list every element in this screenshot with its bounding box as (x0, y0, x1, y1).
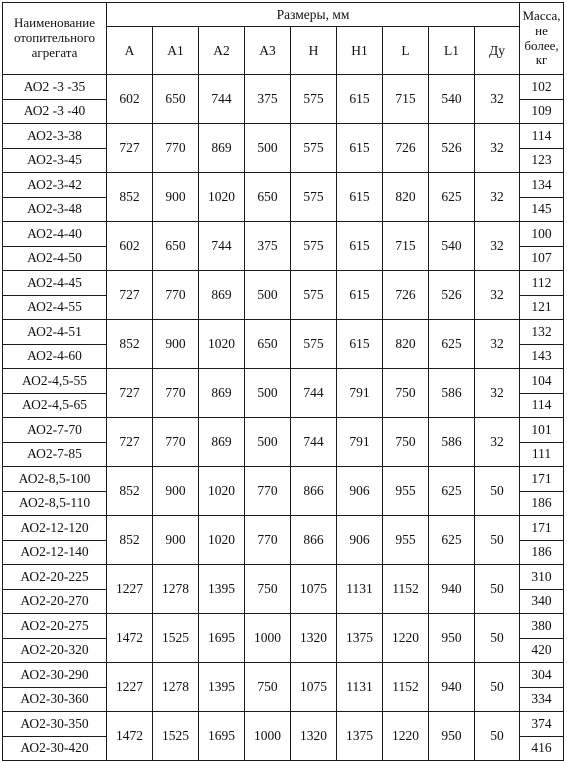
dimension-cell: 615 (337, 320, 383, 369)
dimension-cell: 1075 (291, 663, 337, 712)
mass-cell: 334 (520, 687, 564, 712)
mass-cell: 171 (520, 516, 564, 541)
dimension-cell: 820 (383, 320, 429, 369)
dimension-cell: 770 (245, 516, 291, 565)
mass-cell: 111 (520, 442, 564, 467)
dimension-cell: 770 (153, 271, 199, 320)
dimension-cell: 1278 (153, 565, 199, 614)
table-row (3, 467, 564, 492)
dimension-cell: 650 (245, 320, 291, 369)
dimension-cell: 375 (245, 75, 291, 124)
dimension-cell: 540 (429, 222, 475, 271)
table-body (3, 75, 564, 761)
model-name-cell: АО2-4-60 (3, 344, 107, 369)
dimension-cell: 791 (337, 369, 383, 418)
dimension-cell: 1020 (199, 173, 245, 222)
dimension-cell: 375 (245, 222, 291, 271)
heater-dimensions-table (2, 2, 564, 761)
model-name-cell: АО2-20-275 (3, 614, 107, 639)
mass-cell: 186 (520, 540, 564, 565)
dimension-cell: 615 (337, 271, 383, 320)
mass-cell: 374 (520, 712, 564, 737)
dim-column-header: Ду (475, 27, 520, 75)
dimension-cell: 50 (475, 614, 520, 663)
dimension-cell: 770 (153, 369, 199, 418)
model-name-cell: АО2-4,5-65 (3, 393, 107, 418)
dimension-cell: 625 (429, 516, 475, 565)
dimension-cell: 50 (475, 467, 520, 516)
dimension-cell: 770 (153, 124, 199, 173)
dimension-cell: 770 (245, 467, 291, 516)
dim-column-header: A1 (153, 27, 199, 75)
dimension-cell: 900 (153, 173, 199, 222)
mass-cell: 143 (520, 344, 564, 369)
dimension-cell: 500 (245, 271, 291, 320)
model-name-cell: АО2-4-51 (3, 320, 107, 345)
table-row (3, 663, 564, 688)
dimension-cell: 1000 (245, 614, 291, 663)
mass-cell: 112 (520, 271, 564, 296)
table-row (3, 516, 564, 541)
dimension-cell: 869 (199, 369, 245, 418)
model-name-cell: АО2-4-50 (3, 246, 107, 271)
dimension-cell: 615 (337, 222, 383, 271)
mass-column-header (520, 3, 564, 75)
mass-cell: 121 (520, 295, 564, 320)
model-name-cell: АО2-12-140 (3, 540, 107, 565)
dimension-cell: 32 (475, 75, 520, 124)
dimension-cell: 32 (475, 369, 520, 418)
dimension-cell: 1131 (337, 663, 383, 712)
mass-cell: 420 (520, 638, 564, 663)
dimension-cell: 1525 (153, 712, 199, 761)
table-row (3, 124, 564, 149)
mass-cell: 102 (520, 75, 564, 100)
dimension-cell: 869 (199, 418, 245, 467)
model-name-cell: АО2 -3 -40 (3, 99, 107, 124)
dimension-cell: 791 (337, 418, 383, 467)
model-name-cell: АО2-7-70 (3, 418, 107, 443)
model-name-cell: АО2-4-40 (3, 222, 107, 247)
dimension-cell: 575 (291, 124, 337, 173)
model-name-cell: АО2-3-48 (3, 197, 107, 222)
table-row (3, 320, 564, 345)
dimension-cell: 852 (107, 516, 153, 565)
model-name-cell: АО2-4-55 (3, 295, 107, 320)
dimension-cell: 852 (107, 173, 153, 222)
table-row (3, 271, 564, 296)
mass-cell: 134 (520, 173, 564, 198)
dimension-cell: 900 (153, 516, 199, 565)
dimension-cell: 744 (199, 222, 245, 271)
model-name-cell: АО2-3-42 (3, 173, 107, 198)
model-name-cell: АО2-8,5-100 (3, 467, 107, 492)
dimension-cell: 32 (475, 320, 520, 369)
dimension-cell: 575 (291, 173, 337, 222)
dimension-cell: 1000 (245, 712, 291, 761)
dimension-cell: 869 (199, 124, 245, 173)
dimension-cell: 1020 (199, 467, 245, 516)
dimension-cell: 1395 (199, 663, 245, 712)
model-name-cell: АО2-30-420 (3, 736, 107, 761)
dimension-cell: 575 (291, 222, 337, 271)
dimension-cell: 32 (475, 222, 520, 271)
table-header (3, 3, 564, 75)
dimension-cell: 650 (153, 75, 199, 124)
dimension-cell: 625 (429, 467, 475, 516)
table-row (3, 712, 564, 737)
dimension-cell: 615 (337, 124, 383, 173)
dimension-cell: 625 (429, 320, 475, 369)
mass-cell: 310 (520, 565, 564, 590)
dimension-cell: 744 (291, 418, 337, 467)
model-name-cell: АО2-3-45 (3, 148, 107, 173)
dimension-cell: 869 (199, 271, 245, 320)
dimension-cell: 906 (337, 467, 383, 516)
dimension-cell: 770 (153, 418, 199, 467)
dim-column-header: A (107, 27, 153, 75)
dimension-cell: 866 (291, 516, 337, 565)
dimension-cell: 715 (383, 75, 429, 124)
dimension-cell: 615 (337, 173, 383, 222)
dim-column-header: A2 (199, 27, 245, 75)
dimension-cell: 727 (107, 418, 153, 467)
model-name-cell: АО2-20-270 (3, 589, 107, 614)
dimension-cell: 500 (245, 418, 291, 467)
dimension-cell: 1695 (199, 614, 245, 663)
dimension-cell: 820 (383, 173, 429, 222)
dimension-cell: 750 (383, 369, 429, 418)
dimension-cell: 50 (475, 663, 520, 712)
dim-column-header: A3 (245, 27, 291, 75)
dimension-cell: 32 (475, 173, 520, 222)
dimension-cell: 955 (383, 467, 429, 516)
dimension-cell: 727 (107, 271, 153, 320)
model-name-cell: АО2-12-120 (3, 516, 107, 541)
dimension-cell: 727 (107, 369, 153, 418)
dimension-cell: 1395 (199, 565, 245, 614)
mass-cell: 101 (520, 418, 564, 443)
table-row (3, 418, 564, 443)
dimensions-group-header: Размеры, мм (107, 3, 520, 27)
dimension-cell: 602 (107, 222, 153, 271)
mass-cell: 416 (520, 736, 564, 761)
dimension-cell: 726 (383, 271, 429, 320)
table-row (3, 173, 564, 198)
dimension-cell: 750 (245, 565, 291, 614)
mass-cell: 114 (520, 393, 564, 418)
dimension-cell: 1472 (107, 614, 153, 663)
dimension-cell: 950 (429, 712, 475, 761)
name-column-header-text: Наименование отопительного агрегата (13, 15, 96, 60)
dimension-cell: 1020 (199, 516, 245, 565)
dimension-cell: 1320 (291, 614, 337, 663)
mass-cell: 114 (520, 124, 564, 149)
dim-column-header: H (291, 27, 337, 75)
dimension-cell: 900 (153, 467, 199, 516)
dimension-cell: 727 (107, 124, 153, 173)
dimension-cell: 750 (245, 663, 291, 712)
dimension-cell: 1075 (291, 565, 337, 614)
dimension-cell: 906 (337, 516, 383, 565)
mass-cell: 100 (520, 222, 564, 247)
mass-cell: 123 (520, 148, 564, 173)
dimension-cell: 1020 (199, 320, 245, 369)
dimension-cell: 615 (337, 75, 383, 124)
mass-cell: 109 (520, 99, 564, 124)
dimension-cell: 1320 (291, 712, 337, 761)
dimension-cell: 726 (383, 124, 429, 173)
table-row (3, 369, 564, 394)
table-row (3, 75, 564, 100)
dimension-cell: 866 (291, 467, 337, 516)
dim-column-header: L1 (429, 27, 475, 75)
dimension-cell: 1472 (107, 712, 153, 761)
dimension-cell: 650 (153, 222, 199, 271)
dimension-cell: 744 (291, 369, 337, 418)
mass-cell: 186 (520, 491, 564, 516)
mass-cell: 380 (520, 614, 564, 639)
model-name-cell: АО2-20-320 (3, 638, 107, 663)
model-name-cell: АО2-3-38 (3, 124, 107, 149)
dimension-cell: 650 (245, 173, 291, 222)
dimension-cell: 852 (107, 467, 153, 516)
dimension-cell: 715 (383, 222, 429, 271)
table-row (3, 565, 564, 590)
dimension-cell: 1695 (199, 712, 245, 761)
mass-column-header-text: Масса, не более, кг (522, 7, 561, 68)
dimension-cell: 1227 (107, 663, 153, 712)
dimension-cell: 1220 (383, 614, 429, 663)
dimension-cell: 750 (383, 418, 429, 467)
dimension-cell: 575 (291, 271, 337, 320)
model-name-cell: АО2-7-85 (3, 442, 107, 467)
mass-cell: 145 (520, 197, 564, 222)
table-row (3, 614, 564, 639)
dimension-cell: 32 (475, 124, 520, 173)
dimension-cell: 900 (153, 320, 199, 369)
dimension-cell: 575 (291, 320, 337, 369)
dimension-cell: 32 (475, 418, 520, 467)
dimension-cell: 50 (475, 516, 520, 565)
dimension-cell: 575 (291, 75, 337, 124)
dimension-cell: 625 (429, 173, 475, 222)
dimension-cell: 500 (245, 124, 291, 173)
mass-cell: 107 (520, 246, 564, 271)
dimension-cell: 950 (429, 614, 475, 663)
dimension-cell: 1227 (107, 565, 153, 614)
dimension-cell: 500 (245, 369, 291, 418)
spec-table-container (2, 2, 564, 761)
dim-column-header: L (383, 27, 429, 75)
mass-cell: 104 (520, 369, 564, 394)
dim-column-header: H1 (337, 27, 383, 75)
model-name-cell: АО2-8,5-110 (3, 491, 107, 516)
dimension-cell: 1220 (383, 712, 429, 761)
dimension-cell: 1131 (337, 565, 383, 614)
model-name-cell: АО2-30-290 (3, 663, 107, 688)
dimension-cell: 1375 (337, 614, 383, 663)
dimension-cell: 526 (429, 271, 475, 320)
dimension-cell: 1278 (153, 663, 199, 712)
dimension-cell: 50 (475, 712, 520, 761)
dimension-cell: 940 (429, 565, 475, 614)
model-name-cell: АО2-4-45 (3, 271, 107, 296)
dimension-cell: 1375 (337, 712, 383, 761)
model-name-cell: АО2-30-350 (3, 712, 107, 737)
dimension-cell: 852 (107, 320, 153, 369)
mass-cell: 304 (520, 663, 564, 688)
table-row (3, 222, 564, 247)
dimension-cell: 526 (429, 124, 475, 173)
dimension-cell: 586 (429, 418, 475, 467)
dimension-cell: 1525 (153, 614, 199, 663)
mass-cell: 340 (520, 589, 564, 614)
model-name-cell: АО2-30-360 (3, 687, 107, 712)
mass-cell: 171 (520, 467, 564, 492)
dimension-cell: 744 (199, 75, 245, 124)
dimension-cell: 50 (475, 565, 520, 614)
dimension-cell: 955 (383, 516, 429, 565)
dimension-cell: 540 (429, 75, 475, 124)
dimension-cell: 1152 (383, 565, 429, 614)
model-name-cell: АО2-4,5-55 (3, 369, 107, 394)
name-column-header (3, 3, 107, 75)
model-name-cell: АО2 -3 -35 (3, 75, 107, 100)
model-name-cell: АО2-20-225 (3, 565, 107, 590)
dimension-cell: 940 (429, 663, 475, 712)
dimension-cell: 602 (107, 75, 153, 124)
dimension-cell: 1152 (383, 663, 429, 712)
mass-cell: 132 (520, 320, 564, 345)
dimension-cell: 586 (429, 369, 475, 418)
dimension-cell: 32 (475, 271, 520, 320)
